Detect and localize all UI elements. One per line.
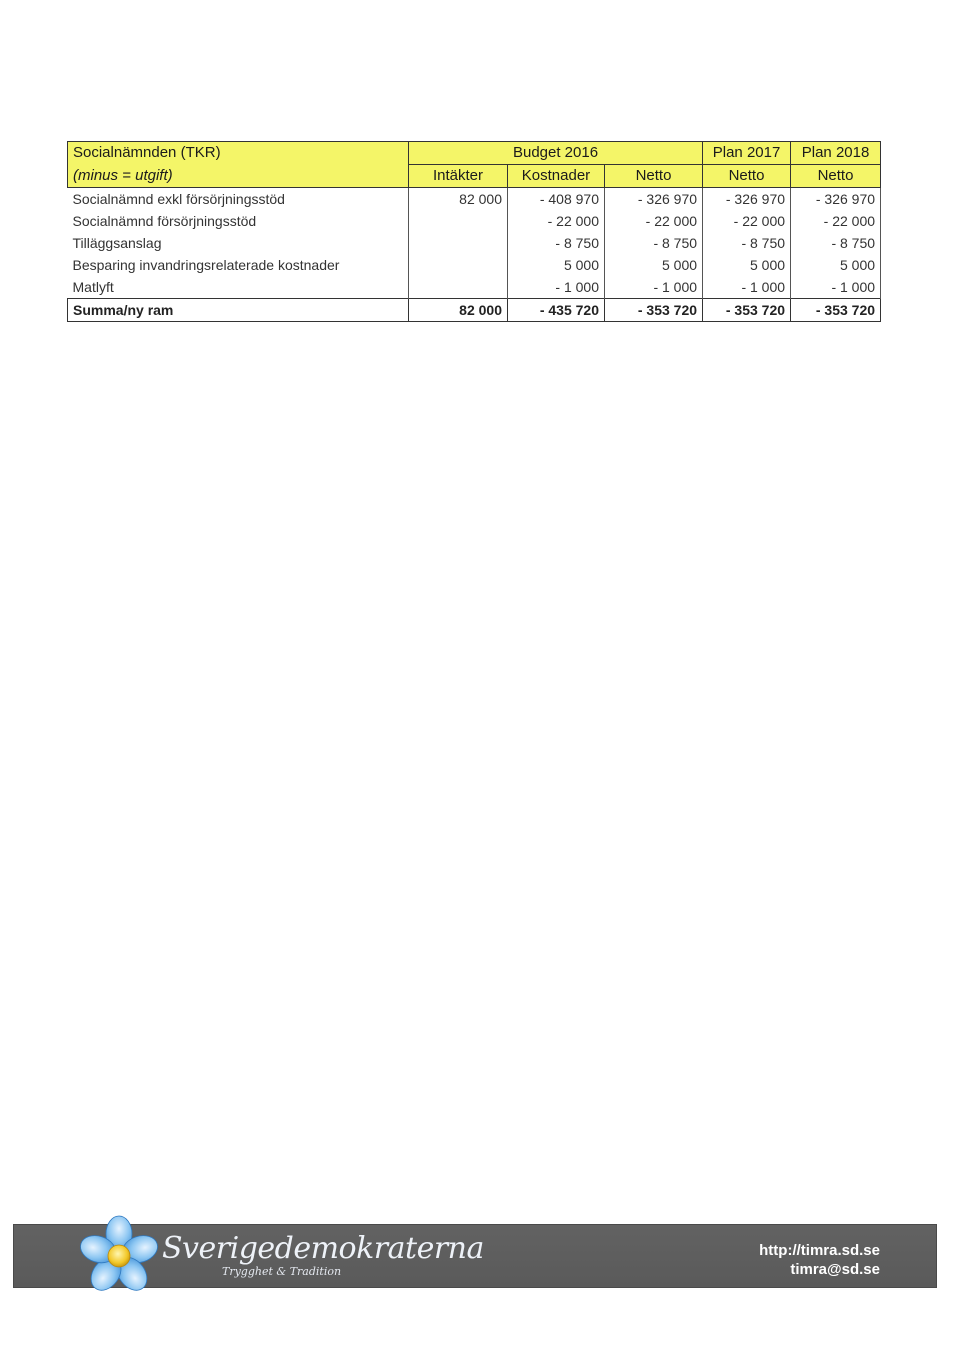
table-row (68, 210, 881, 232)
cell-netto-2018: - 8 750 (791, 232, 881, 254)
cell-netto-2018: - 1 000 (791, 276, 881, 299)
cell-netto-2016: 5 000 (605, 254, 703, 276)
cell-kostnader: - 8 750 (508, 232, 605, 254)
blue-flower-icon (76, 1213, 162, 1299)
cell-netto-2017: - 1 000 (703, 276, 791, 299)
table-title: Socialnämnden (TKR) (68, 142, 409, 165)
budget-table (67, 141, 881, 322)
cell-kostnader: - 408 970 (508, 188, 605, 211)
cell-intakter (409, 210, 508, 232)
cell-netto-2018: - 22 000 (791, 210, 881, 232)
cell-netto-2016: - 22 000 (605, 210, 703, 232)
cell-netto-2017: - 8 750 (703, 232, 791, 254)
cell-netto-2017: - 22 000 (703, 210, 791, 232)
period-plan-2017: Plan 2017 (703, 142, 791, 165)
row-label: Socialnämnd försörjningsstöd (72, 213, 257, 229)
row-label: Tilläggsanslag (72, 235, 162, 251)
header-row-columns (68, 165, 881, 188)
total-row (68, 299, 881, 322)
cell-netto-2018: - 326 970 (791, 188, 881, 211)
total-intakter: 82 000 (409, 299, 508, 322)
cell-kostnader: - 22 000 (508, 210, 605, 232)
total-kostnader: - 435 720 (508, 299, 605, 322)
cell-netto-2018: 5 000 (791, 254, 881, 276)
total-netto-2017: - 353 720 (703, 299, 791, 322)
cell-intakter: 82 000 (409, 188, 508, 211)
contact-block (759, 1241, 880, 1279)
cell-netto-2016: - 326 970 (605, 188, 703, 211)
row-label: Matlyft (72, 279, 114, 295)
total-label: Summa/ny ram (68, 299, 409, 322)
brand-tagline: Trygghet & Tradition (222, 1265, 342, 1278)
table-subtitle: (minus = utgift) (68, 165, 409, 188)
cell-intakter (409, 232, 508, 254)
cell-intakter (409, 276, 508, 299)
cell-kostnader: - 1 000 (508, 276, 605, 299)
column-header-netto-2016: Netto (605, 165, 703, 188)
column-header-intakter: Intäkter (409, 165, 508, 188)
column-header-netto-2017: Netto (703, 165, 791, 188)
period-budget-2016: Budget 2016 (409, 142, 703, 165)
total-netto-2016: - 353 720 (605, 299, 703, 322)
table-row (68, 188, 881, 211)
table-row (68, 276, 881, 299)
cell-kostnader: 5 000 (508, 254, 605, 276)
table-row (68, 232, 881, 254)
column-header-kostnader: Kostnader (508, 165, 605, 188)
column-header-netto-2018: Netto (791, 165, 881, 188)
row-label: Socialnämnd exkl försörjningsstöd (72, 191, 285, 207)
total-netto-2018: - 353 720 (791, 299, 881, 322)
table-row (68, 254, 881, 276)
cell-intakter (409, 254, 508, 276)
header-row-periods (68, 142, 881, 165)
brand-name: Sverigedemokraterna (162, 1231, 484, 1266)
footer-banner (13, 1224, 937, 1288)
row-label: Besparing invandringsrelaterade kostnader (72, 257, 340, 273)
cell-netto-2017: - 326 970 (703, 188, 791, 211)
website-link[interactable]: http://timra.sd.se (759, 1242, 880, 1259)
cell-netto-2017: 5 000 (703, 254, 791, 276)
cell-netto-2016: - 8 750 (605, 232, 703, 254)
period-plan-2018: Plan 2018 (791, 142, 881, 165)
email-link[interactable]: timra@sd.se (790, 1261, 880, 1278)
cell-netto-2016: - 1 000 (605, 276, 703, 299)
